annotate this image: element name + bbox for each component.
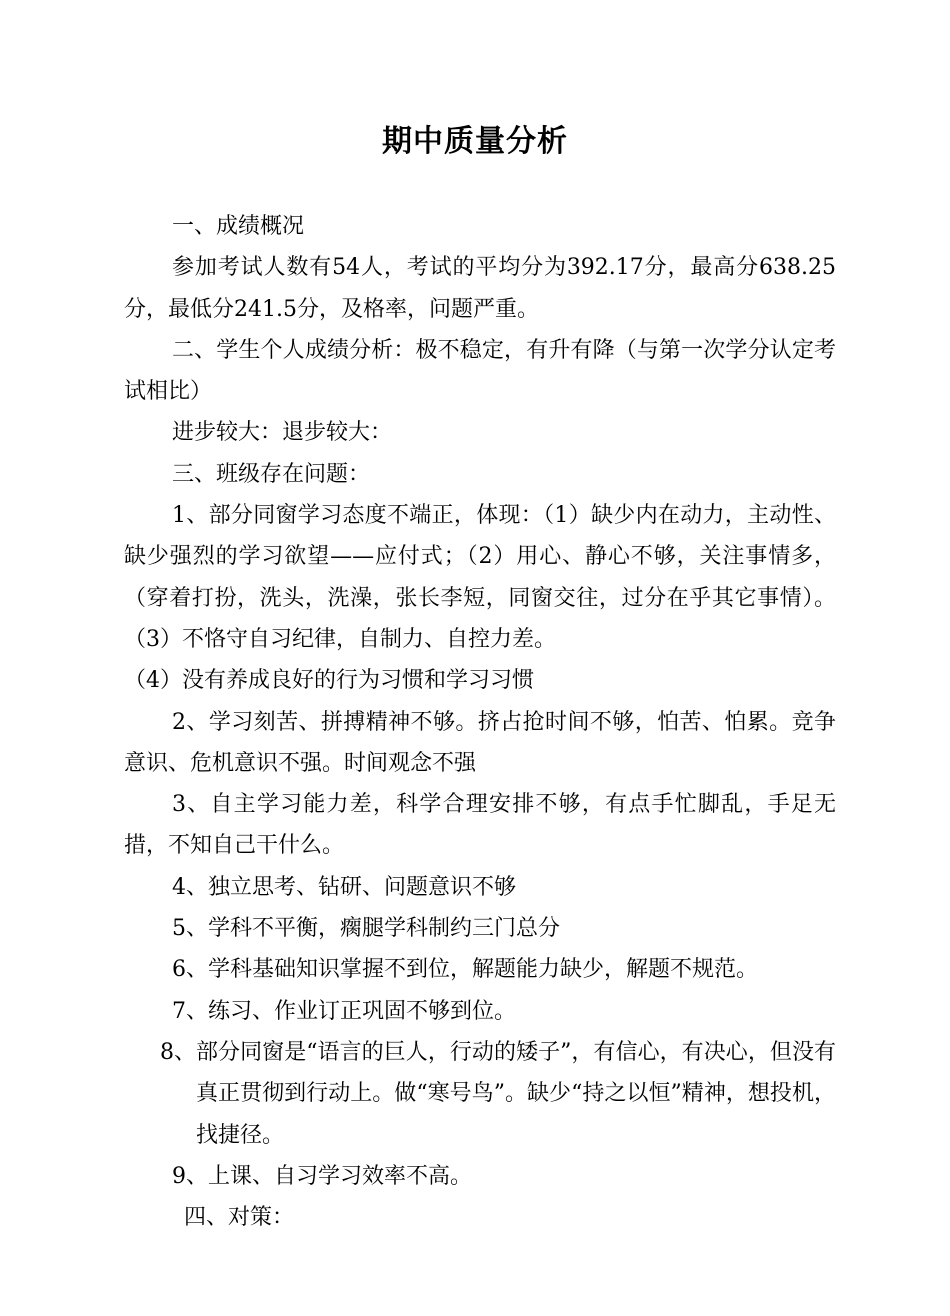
problem-item-5: 5、学科不平衡，瘸腿学科制约三门总分 [172,916,560,942]
problem-item-3: 3、自主学习能力差，科学合理安排不够，有点手忙脚乱，手足无措，不知自己干什么。 [124,792,836,859]
problem-item-8-text: 部分同窗是“语言的巨人，行动的矮子”，有信心，有决心，但没有真正贯彻到行动上。做“寒号鸟”。缺少“持之以恒”精神，想投机，找捷径。 [196,1039,836,1148]
problem-item-8 [124,1032,836,1156]
section-heading-measures: 四、对策： [184,1205,295,1231]
problem-item-9: 9、上课、自习学习效率不高。 [172,1163,472,1189]
problem-item-2: 2、学习刻苦、拼搏精神不够。挤占抢时间不够，怕苦、怕累。竞争意识、危机意识不强。时间观念不强 [124,709,836,776]
problem-item-4: 4、独立思考、钻研、问题意识不够 [172,874,516,900]
section-heading-problems: 三、班级存在问题： [172,461,371,487]
problem-item-8-number: 8、 [160,1039,196,1065]
paragraph-progress: 进步较大：退步较大： [172,420,393,446]
problem-item-6: 6、学科基础知识掌握不到位，解题能力缺少，解题不规范。 [172,957,758,983]
problem-item-1-sub4: （4）没有养成良好的行为习惯和学习习惯 [124,668,534,694]
section-heading-individual: 二、学生个人成绩分析：极不稳定，有升有降（与第一次学分认定考试相比） [124,337,836,405]
paragraph-scores: 参加考试人数有54人，考试的平均分为392.17分，最高分638.25分，最低分241.5分，及格率，问题严重。 [124,255,836,322]
section-heading-scores: 一、成绩概况 [172,214,305,239]
problem-item-7: 7、练习、作业订正巩固不够到位。 [172,998,516,1024]
page-title: 期中质量分析 [382,124,568,159]
problem-item-1: 1、部分同窗学习态度不端正，体现：（1）缺少内在动力，主动性、缺少强烈的学习欲望——应付式；（2）用心、静心不够，关注事情多，（穿着打扮，洗头，洗澡，张长李短，同窗交往，过分在乎其它事情）。（3）不恪守自习纪律，自制力、自控力差。 [124,503,836,652]
document-body [124,206,836,1238]
